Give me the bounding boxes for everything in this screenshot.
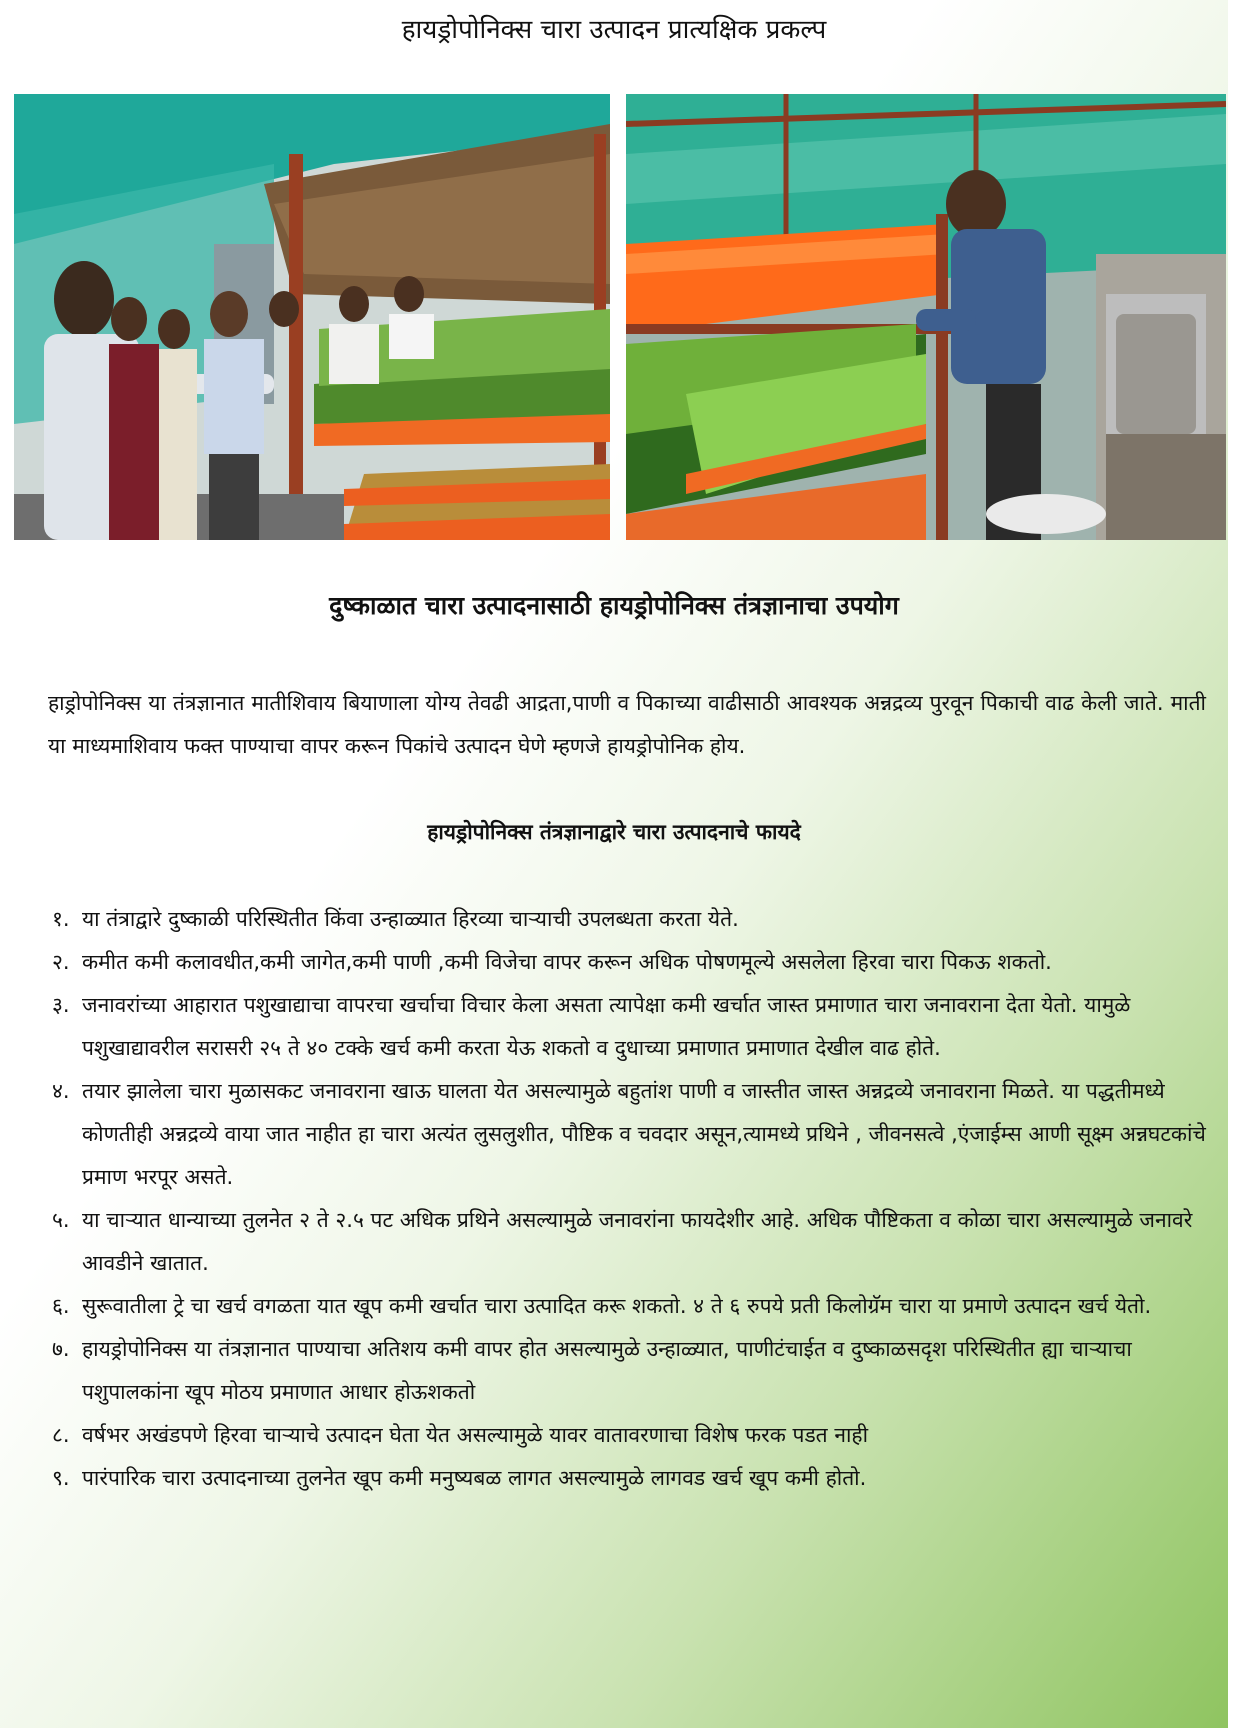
photo-man-handling-fodder-tray (626, 94, 1226, 540)
benefit-text: या तंत्राद्वारे दुष्काळी परिस्थितीत किंवा उन्हाळ्यात हिरव्या चाऱ्याची उपलब्धता करता येते. (82, 907, 739, 931)
benefits-list (52, 898, 1212, 1500)
benefits-heading: हायड्रोपोनिक्स तंत्रज्ञानाद्वारे चारा उत्पादनाचे फायदे (427, 820, 801, 844)
benefit-item-4 (52, 1070, 1212, 1199)
page-margin-strip (1228, 0, 1241, 1728)
benefit-number: २. (52, 950, 70, 974)
benefit-text: कमीत कमी कलावधीत,कमी जागेत,कमी पाणी ,कमी विजेचा वापर करून अधिक पोषणमूल्ये असलेला हिरवा चारा पिकऊ शकतो. (82, 950, 1052, 974)
benefit-text: वर्षभर अखंडपणे हिरवा चाऱ्याचे उत्पादन घेता येत असल्यामुळे यावर वातावरणाचा विशेष फरक पडत नाही (82, 1423, 869, 1447)
benefit-item-6 (52, 1285, 1212, 1328)
benefit-number: ४. (52, 1079, 70, 1103)
benefit-number: ३. (52, 993, 70, 1017)
benefit-item-7 (52, 1328, 1212, 1414)
benefit-text: सुरूवातीला ट्रे चा खर्च वगळता यात खूप कमी खर्चात चारा उत्पादित करू शकतो. ४ ते ६ रुपये प्रती किलोग्रॅम चारा या प्रमाणे उत्पादन खर्च येतो. (82, 1294, 1152, 1318)
benefit-item-2 (52, 941, 1212, 984)
benefit-number: ६. (52, 1294, 70, 1318)
intro-paragraph: हाड्रोपोनिक्स या तंत्रज्ञानात मातीशिवाय बियाणाला योग्य तेवढी आद्रता,पाणी व पिकाच्या वाढीसाठी आवश्यक अन्नद्रव्य पुरवून पिकाची वाढ केली जाते. माती या माध्यमाशिवाय फक्त पाण्याचा वापर करून पिकांचे उत्पादन घेणे म्हणजे हायड्रोपोनिक होय. (48, 691, 1206, 758)
benefit-number: १. (52, 907, 70, 931)
section-heading: दुष्काळात चारा उत्पादनासाठी हायड्रोपोनिक्स तंत्रज्ञानाचा उपयोग (329, 591, 899, 620)
benefit-item-8 (52, 1414, 1212, 1457)
benefit-text: या चाऱ्यात धान्याच्या तुलनेत २ ते २.५ पट अधिक प्रथिने असल्यामुळे जनावरांना फायदेशीर आहे. अधिक पौष्टिकता व कोळा चारा असल्यामुळे जनावरे आवडीने खातात. (82, 1208, 1193, 1275)
photo-group-viewing-hydroponic-trays (14, 94, 610, 540)
page-title: हायड्रोपोनिक्स चारा उत्पादन प्रात्यक्षिक प्रकल्प (401, 15, 827, 45)
benefit-text: तयार झालेला चारा मुळासकट जनावराना खाऊ घालता येत असल्यामुळे बहुतांश पाणी व जास्तीत जास्त अन्नद्रव्ये जनावराना मिळते. या पद्धतीमध्ये कोणतीही अन्नद्रव्ये वाया जात नाहीत हा चारा अत्यंत लुसलुशीत, पौष्टिक व चवदार असून,त्यामध्ये प्रथिने , जीवनसत्वे ,एंजाईम्स आणी सूक्ष्म अन्नघटकांचे प्रमाण भरपूर असते. (82, 1079, 1206, 1189)
benefit-number: ७. (52, 1337, 70, 1361)
benefit-item-5 (52, 1199, 1212, 1285)
benefit-number: ५. (52, 1208, 70, 1232)
benefit-item-1 (52, 898, 1212, 941)
benefit-number: ९. (52, 1466, 70, 1490)
benefit-item-9 (52, 1457, 1212, 1500)
benefit-text: पारंपारिक चारा उत्पादनाच्या तुलनेत खूप कमी मनुष्यबळ लागत असल्यामुळे लागवड खर्च खूप कमी होतो. (82, 1466, 867, 1490)
photo-group-viewing-trays (14, 94, 610, 540)
benefit-text: हायड्रोपोनिक्स या तंत्रज्ञानात पाण्याचा अतिशय कमी वापर होत असल्यामुळे उन्हाळ्यात, पाणीटंचाईत व दुष्काळसदृश परिस्थितीत ह्या चाऱ्याचा पशुपालकांना खूप मोठय प्रमाणात आधार होऊशकतो (82, 1337, 1132, 1404)
benefit-text: जनावरांच्या आहारात पशुखाद्याचा वापरचा खर्चाचा विचार केला असता त्यापेक्षा कमी खर्चात जास्त प्रमाणात चारा जनावराना देता येतो. यामुळे पशुखाद्यावरील सरासरी २५ ते ४० टक्के खर्च कमी करता येऊ शकतो व दुधाच्या प्रमाणात प्रमाणात देखील वाढ होते. (82, 993, 1131, 1060)
photo-man-handling-tray (626, 94, 1226, 540)
benefit-number: ८. (52, 1423, 70, 1447)
benefit-item-3 (52, 984, 1212, 1070)
